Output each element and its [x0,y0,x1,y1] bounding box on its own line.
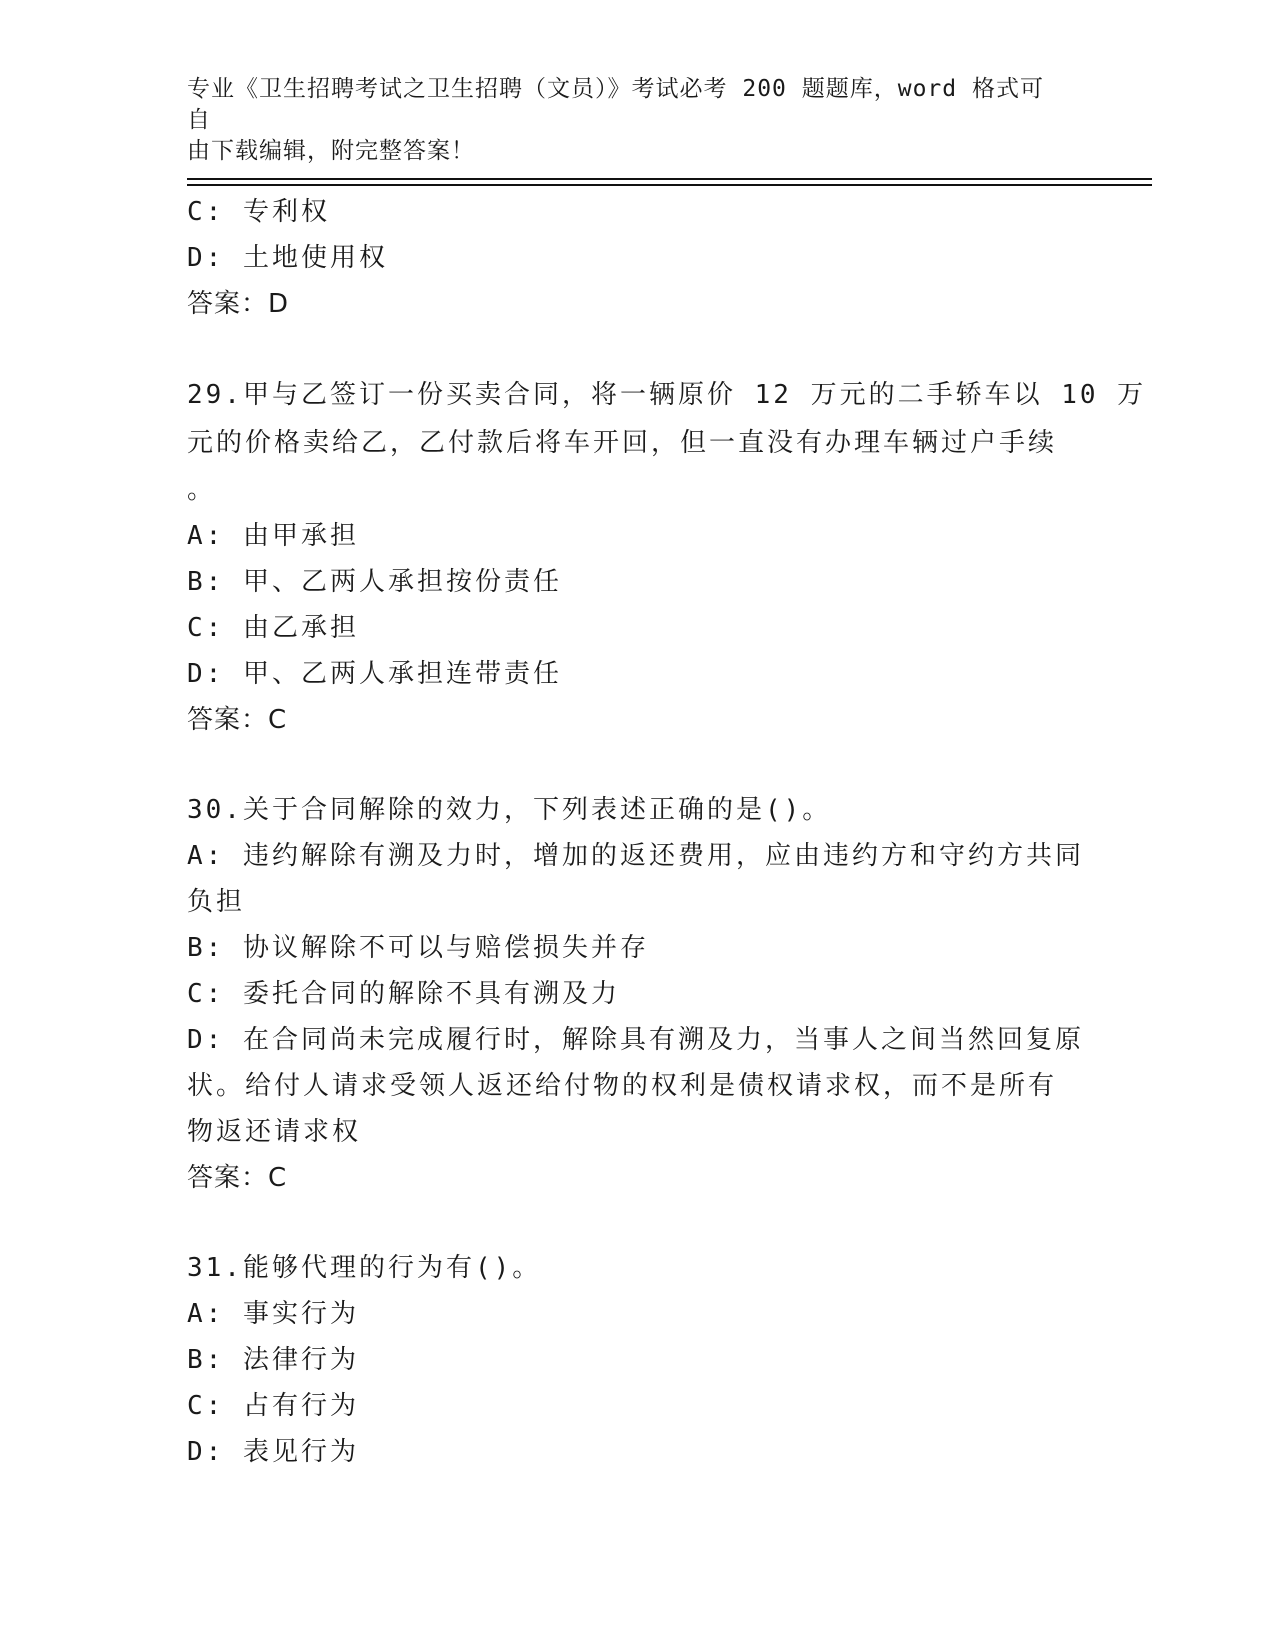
question-stem: 31.能够代理的行为有()。 [187,1253,542,1283]
option-d: D: 甲、乙两人承担连带责任 [187,659,562,689]
header-rule-top [187,178,1152,180]
option-a: A: 违约解除有溯及力时，增加的返还费用，应由违约方和守约方共同 [187,841,1084,871]
question-31 [187,1245,1067,1475]
spacer [187,327,1067,371]
option-c: C: 委托合同的解除不具有溯及力 [187,979,620,1009]
option-c: C: 由乙承担 [187,613,359,643]
option-d: D: 在合同尚未完成履行时，解除具有溯及力，当事人之间当然回复原 [187,1025,1084,1055]
question-stem: 30.关于合同解除的效力，下列表述正确的是()。 [187,795,832,825]
answer: 答案：C [187,705,288,735]
question-30 [187,787,1084,1201]
question-stem: 。 [187,475,217,505]
header-line-1: 专业《卫生招聘考试之卫生招聘（文员）》考试必考 200 题题库，word 格式可自 [187,76,1044,133]
question-28-tail [187,189,1067,327]
option-a: A: 事实行为 [187,1299,359,1329]
spacer [187,743,1067,787]
question-29 [187,371,1147,743]
header-line-2: 由下载编辑，附完整答案！ [187,138,475,164]
question-stem: 元的价格卖给乙，乙付款后将车开回，但一直没有办理车辆过户手续 [187,428,1058,458]
option-b: B: 法律行为 [187,1345,359,1375]
option-a: A: 由甲承担 [187,521,359,551]
question-stem: 29.甲与乙签订一份买卖合同，将一辆原价 12 万元的二手轿车以 10 万 [187,380,1147,410]
answer: 答案：C [187,1163,288,1193]
document-header [187,74,1067,167]
option-a: 负担 [187,887,246,917]
option-d: D: 土地使用权 [187,243,388,273]
document-body [187,189,1147,1475]
option-d: 状。给付人请求受领人返还给付物的权利是债权请求权，而不是所有 [187,1071,1058,1101]
answer: 答案：D [187,289,290,319]
option-b: B: 甲、乙两人承担按份责任 [187,567,562,597]
spacer [187,1201,1067,1245]
option-b: B: 协议解除不可以与赔偿损失并存 [187,933,649,963]
option-d: 物返还请求权 [187,1117,362,1147]
option-d: D: 表见行为 [187,1437,359,1467]
option-c: C: 占有行为 [187,1391,359,1421]
option-c: C: 专利权 [187,197,330,227]
header-rule-bottom [187,184,1152,186]
